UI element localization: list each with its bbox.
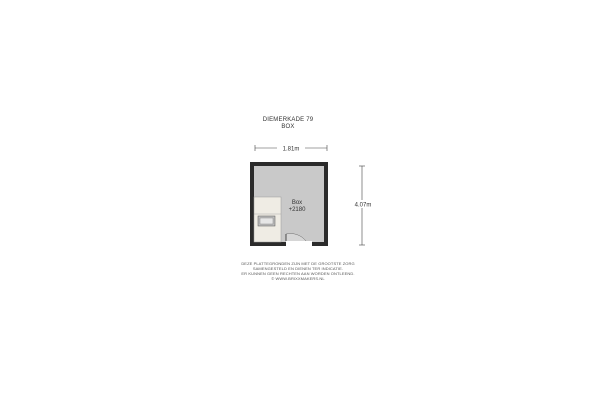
disclaimer xyxy=(218,261,378,281)
width-dimension xyxy=(255,144,327,153)
width-label: 1.81m xyxy=(282,146,300,153)
address-title: DIEMERKADE 79 xyxy=(262,117,314,123)
disclaimer-line: © WWW.BRIXXMAKERS.NL xyxy=(271,276,325,281)
depth-label: 4.07m xyxy=(354,202,372,209)
boiler-unit-panel xyxy=(260,218,273,224)
room-name: Box xyxy=(291,200,303,206)
space-title: BOX xyxy=(281,124,295,130)
door-opening xyxy=(286,241,312,247)
depth-dimension xyxy=(351,166,375,245)
disclaimer-line: SAMENGESTELD EN DIENEN TER INDICATIE. xyxy=(252,266,344,271)
room-area: +2180 xyxy=(288,207,306,213)
disclaimer-line: DEZE PLATTEGRONDEN ZIJN MET DE GROOTSTE ZORG xyxy=(241,261,355,266)
disclaimer-line: ER KUNNEN GEEN RECHTEN AAN WORDEN ONTLEEND. xyxy=(241,271,355,276)
